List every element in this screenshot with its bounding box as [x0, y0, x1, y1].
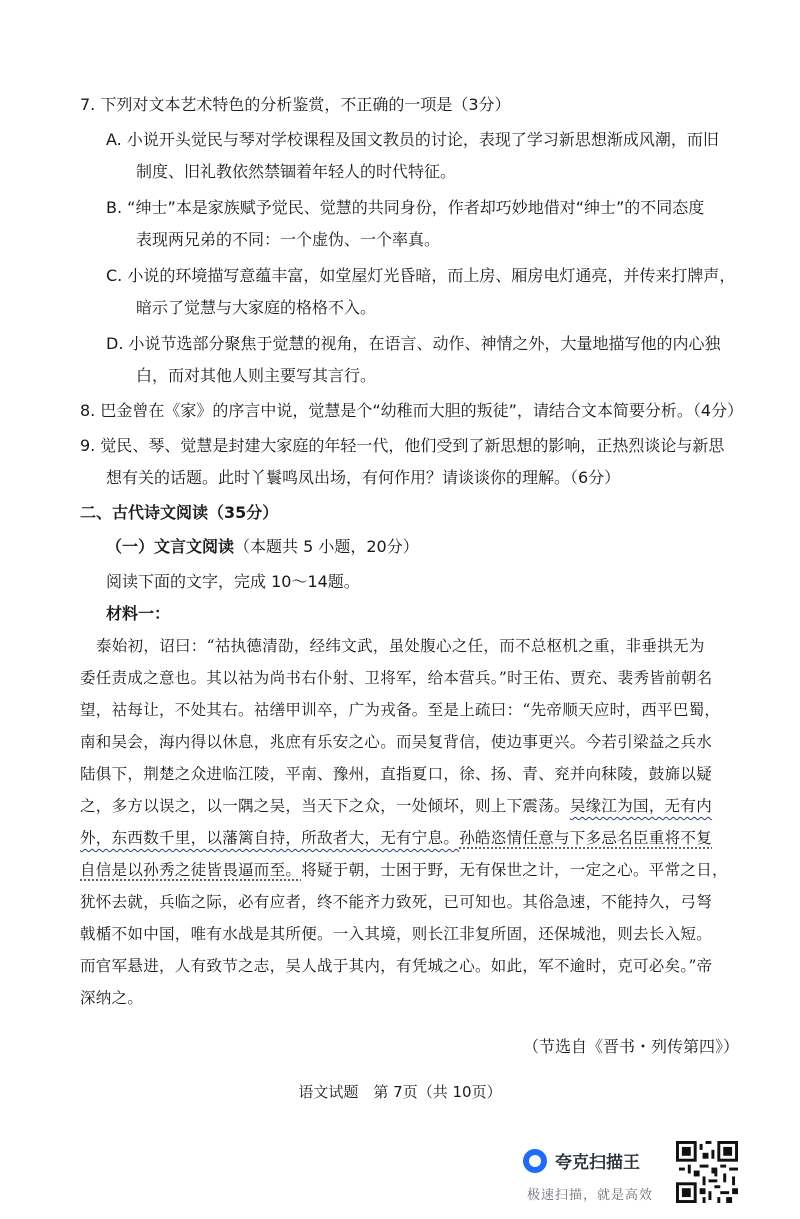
option-b-line2: 表现两兄弟的不同：一个虚伪、一个率真。 [136, 230, 441, 249]
subsection-label: （一）文言文阅读 [106, 537, 235, 556]
source-citation: （节选自《晋书・列传第四》） [523, 1037, 740, 1056]
option-c-line2: 暗示了觉慧与大家庭的格格不入。 [136, 298, 377, 317]
scanner-watermark [523, 1148, 640, 1173]
passage-line: 深纳之。 [80, 989, 144, 1007]
subsection-note: （本题共 5 小题，20分） [234, 537, 419, 556]
passage-line: 戟楯不如中国，唯有水战是其所便。一入其境，则长江非复所固，还保城池，则去长入短。 [80, 925, 713, 943]
wavy-underlined-text: 外，东西数千里，以藩篱自持，所敌者大，无有宁息。 [80, 829, 460, 847]
passage-line: 泰始初，诏曰：“祜执德清劭，经纬文武，虽处腹心之任，而不总枢机之重，非垂拱无为 [96, 637, 705, 655]
wavy-underlined-text: 吴缘江为国，无有内 [569, 797, 713, 815]
passage-text: 将疑于朝，士困于野，无有保世之计，一定之心。平常之日， [301, 861, 728, 879]
passage-line: 望，祜每让，不处其右。祜缮甲训卒，广为戎备。至是上疏曰：“先帝顺天应时，西平巴蜀， [80, 701, 721, 719]
option-d-line1: D. 小说节选部分聚焦于觉慧的视角，在语言、动作、神情之外，大量地描写他的内心独 [106, 334, 721, 353]
passage-line: 而官军悬进，人有致节之志，吴人战于其内，有凭城之心。如此，军不逾时，克可必矣。”帝 [80, 957, 713, 975]
dotted-underlined-text: 自信是以孙秀之徒皆畏逼而至。 [80, 861, 302, 879]
option-b-line1: B. “绅士”本是家族赋予觉民、觉慧的共同身份，作者却巧妙地借对“绅士”的不同态度 [106, 198, 705, 217]
passage-line [80, 860, 728, 880]
qr-code-icon [676, 1141, 738, 1203]
material-label: 材料一： [106, 604, 171, 623]
question-7-stem: 7. 下列对文本艺术特色的分析鉴赏，不正确的一项是（3分） [80, 95, 511, 114]
section-heading: 二、古代诗文阅读（35分） [80, 503, 279, 522]
passage-text: 之，多方以误之，以一隅之吴，当天下之众，一处倾坏，则上下震荡。 [80, 797, 570, 815]
passage-line [80, 796, 712, 816]
option-d-line2: 白，而对其他人则主要写其言行。 [136, 366, 377, 385]
option-c-line1: C. 小说的环境描写意蕴丰富，如堂屋灯光昏暗，而上房、厢房电灯通亮，并传来打牌声， [106, 266, 736, 285]
passage-line [80, 828, 712, 848]
question-9-line1: 9. 觉民、琴、觉慧是封建大家庭的年轻一代，他们受到了新思想的影响，正热烈谈论与新思 [80, 436, 725, 455]
question-9-line2: 想有关的话题。此时丫鬟鸣凤出场，有何作用？请谈谈你的理解。（6分） [106, 468, 621, 487]
option-a-line1: A. 小说开头觉民与琴对学校课程及国文教员的讨论，表现了学习新思想渐成风潮，而旧 [106, 130, 719, 149]
passage-line: 南和吴会，海内得以休息，兆庶有乐安之心。而吴复背信，使边事更兴。今若引梁益之兵水 [80, 733, 713, 751]
passage-line: 犹怀去就，兵临之际，必有应者，终不能齐力致死，已可知也。其俗急速，不能持久，弓弩 [80, 893, 713, 911]
passage-line: 委任责成之意也。其以祜为尚书右仆射、卫将军，给本营兵。”时王佑、贾充、裴秀皆前朝名 [80, 669, 713, 687]
reading-instruction: 阅读下面的文字，完成 10～14题。 [106, 572, 360, 591]
scanner-logo-icon [523, 1149, 547, 1173]
watermark-title: 夸克扫描王 [555, 1153, 640, 1173]
page-footer: 语文试题 第 7页（共 10页） [298, 1083, 502, 1101]
dotted-underlined-text: 孙皓恣情任意与下多忌名臣重将不复 [459, 829, 713, 847]
option-a-line2: 制度、旧礼教依然禁锢着年轻人的时代特征。 [136, 162, 457, 181]
watermark-subtitle: 极速扫描，就是高效 [527, 1188, 654, 1203]
question-8: 8. 巴金曾在《家》的序言中说，觉慧是个“幼稚而大胆的叛徒”，请结合文本简要分析。（4分） [80, 401, 744, 420]
subsection-heading [106, 537, 419, 557]
passage-line: 陆俱下，荆楚之众进临江陵，平南、豫州，直指夏口，徐、扬、青、兖并向秣陵，鼓旆以疑 [80, 765, 713, 783]
